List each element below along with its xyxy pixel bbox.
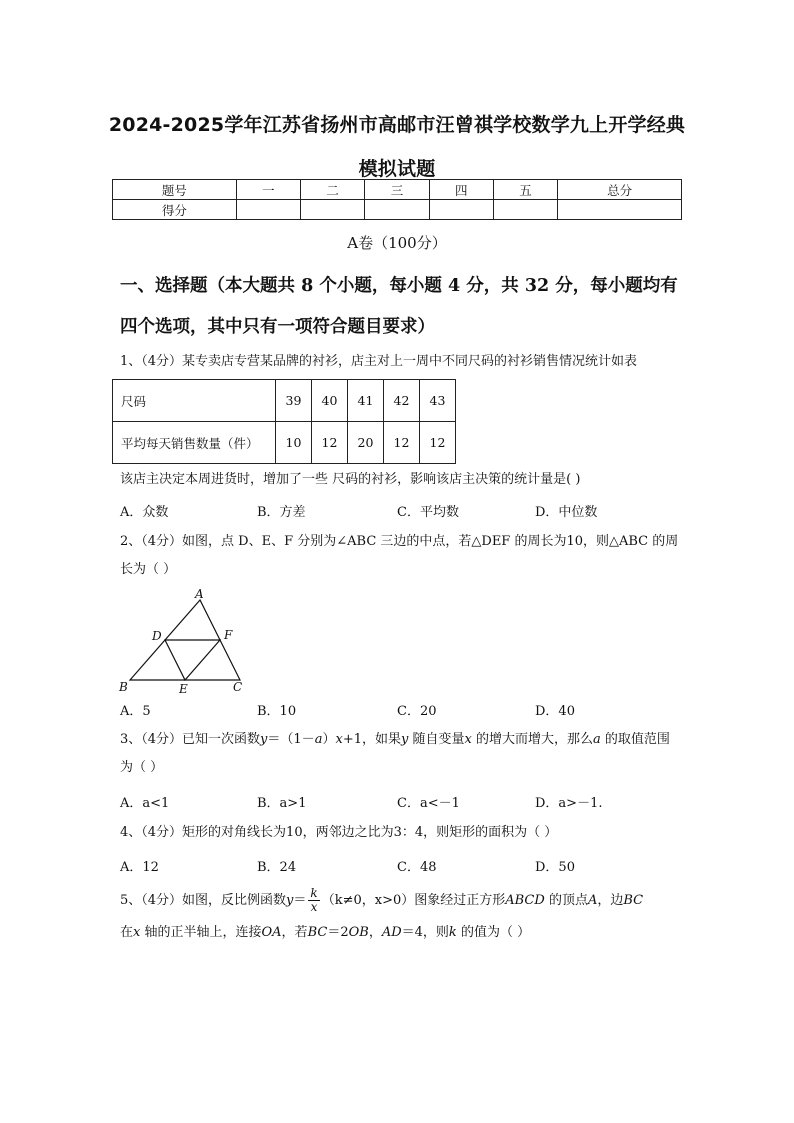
q1-size-label: 尺码 <box>113 380 276 422</box>
q5-bc: BC <box>623 893 644 908</box>
label-f: F <box>224 628 233 642</box>
q3-suffix: 的取值范围为（ ） <box>120 732 670 775</box>
q4-option-a[interactable]: A．12 <box>120 860 159 875</box>
score-cell[interactable] <box>429 200 493 220</box>
q1-size-table <box>112 379 456 464</box>
q3-var-a: a <box>314 732 323 747</box>
score-cell[interactable] <box>301 200 365 220</box>
section-a-heading: A卷（100分） <box>347 234 447 252</box>
q1-stem-2: 该店主决定本周进货时，增加了一些 尺码的衬衫，影响该店主决策的统计量是( ) <box>120 472 581 487</box>
part-one-heading: 一、选择题（本大题共 8 个小题，每小题 4 分，共 32 分，每小题均有四个选项，其中只有一项符合题目要求） <box>120 276 678 337</box>
q1-option-c[interactable]: C．平均数 <box>397 505 459 520</box>
q2-option-b[interactable]: B．10 <box>257 704 297 719</box>
q5-eq: ＝ <box>293 893 307 908</box>
q1-size-row <box>113 380 456 422</box>
label-d: D <box>152 629 162 643</box>
q4-option-c[interactable]: C．48 <box>397 860 437 875</box>
q3-option-c[interactable]: C．a<－1 <box>397 796 460 811</box>
q5-bc2: BC <box>307 925 328 940</box>
score-table-row <box>113 200 682 220</box>
page-title: 2024-2025学年江苏省扬州市高邮市汪曾祺学校数学九上开学经典模拟试题 <box>108 114 686 180</box>
q5-ad: AD <box>381 925 402 940</box>
q4-option-d[interactable]: D．50 <box>535 860 575 875</box>
q3-eq2: ） <box>322 732 336 747</box>
q1-sales-cell: 10 <box>276 422 312 464</box>
q5-line2e: ， <box>368 925 382 940</box>
q5-oa: OA <box>261 925 282 940</box>
q2-option-a[interactable]: A．5 <box>120 704 151 719</box>
q1-options <box>120 501 680 521</box>
q5-var-y: y <box>286 893 294 908</box>
q1-size-cell: 42 <box>384 380 420 422</box>
q5-stem <box>120 885 680 949</box>
q4-stem: 4、（4分）矩形的对角线长为10，两邻边之比为3：4，则矩形的面积为（ ） <box>120 825 558 840</box>
score-table-header-row <box>113 180 682 200</box>
q5-var-x: x <box>133 925 141 940</box>
q3-options <box>120 792 680 812</box>
q1-size-cell: 39 <box>276 380 312 422</box>
q5-mid2: ，边 <box>597 893 624 908</box>
q3-option-a[interactable]: A．a<1 <box>120 796 170 811</box>
score-header-cell: 总分 <box>558 180 682 200</box>
q4-option-b[interactable]: B．24 <box>257 860 297 875</box>
score-cell[interactable] <box>558 200 682 220</box>
score-cell[interactable] <box>236 200 300 220</box>
q5-line2f: ＝4，则 <box>401 925 449 940</box>
q5-prefix: 5、（4分）如图，反比例函数 <box>120 893 287 908</box>
q3-mid: 随自变量 <box>408 732 465 747</box>
label-a: A <box>195 587 204 601</box>
score-header-cell: 一 <box>236 180 300 200</box>
q5-vertex-a: A <box>587 893 598 908</box>
q2-stem: 2、（4分）如图，点 D、E、F 分别为∠ABC 三边的中点，若△DEF 的周长为10，则△ABC 的周长为（ ） <box>120 534 679 577</box>
q5-var-k: k <box>448 925 457 940</box>
q1-size-cell: 40 <box>312 380 348 422</box>
score-cell[interactable] <box>365 200 429 220</box>
q5-frac-den: x <box>310 900 318 914</box>
q3-var-y: y <box>260 732 268 747</box>
q1-sales-cell: 12 <box>384 422 420 464</box>
triangle-def <box>165 640 220 680</box>
q5-line2d: ＝2 <box>327 925 349 940</box>
q3-stem <box>120 726 680 782</box>
q5-line2c: ，若 <box>281 925 308 940</box>
score-cell[interactable] <box>493 200 557 220</box>
q1-sales-row <box>113 422 456 464</box>
q1-sales-cell: 12 <box>420 422 456 464</box>
q2-options <box>120 700 680 720</box>
q5-ob: OB <box>348 925 369 940</box>
q5-abcd: ABCD <box>505 893 545 908</box>
score-table <box>112 179 682 220</box>
q1-stem: 1、（4分）某专卖店专营某品牌的衬衫，店主对上一周中不同尺码的衬衫销售情况统计如表 <box>120 354 638 369</box>
label-c: C <box>233 680 243 694</box>
q3-mid2: 的增大而增大，那么 <box>471 732 593 747</box>
score-header-cell: 五 <box>493 180 557 200</box>
score-header-cell: 题号 <box>113 180 237 200</box>
label-e: E <box>179 682 188 695</box>
score-header-cell: 四 <box>429 180 493 200</box>
score-header-cell: 二 <box>301 180 365 200</box>
q3-eq3: +1，如果 <box>342 732 401 747</box>
q2-option-c[interactable]: C．20 <box>397 704 437 719</box>
q1-sales-label: 平均每天销售数量（件） <box>113 422 276 464</box>
q1-sales-cell: 12 <box>312 422 348 464</box>
q5-line2a: 在 <box>120 925 134 940</box>
q3-prefix: 3、（4分）已知一次函数 <box>120 732 261 747</box>
q1-option-b[interactable]: B．方差 <box>257 505 306 520</box>
q5-line2b: 轴的正半轴上，连接 <box>140 925 262 940</box>
q3-eq: ＝（1－ <box>267 732 315 747</box>
q5-line2g: 的值为（ ） <box>456 925 531 940</box>
q3-var-y2: y <box>400 732 409 747</box>
q5-fraction <box>308 887 319 914</box>
q2-option-d[interactable]: D．40 <box>535 704 575 719</box>
score-header-cell: 三 <box>365 180 429 200</box>
q1-sales-cell: 20 <box>348 422 384 464</box>
q3-var-x: x <box>335 732 343 747</box>
q5-mid: 的顶点 <box>544 893 588 908</box>
q3-option-d[interactable]: D．a>－1. <box>535 796 603 811</box>
score-row-label: 得分 <box>113 200 237 220</box>
q1-size-cell: 41 <box>348 380 384 422</box>
q3-var-x2: x <box>464 732 472 747</box>
q1-option-a[interactable]: A．众数 <box>120 505 169 520</box>
triangle-figure <box>115 585 255 695</box>
q5-frac-num: k <box>310 886 318 900</box>
q5-cond: （k≠0，x>0）图象经过正方形 <box>321 893 506 908</box>
q3-option-b[interactable]: B．a>1 <box>257 796 307 811</box>
q4-options <box>120 856 680 876</box>
q1-size-cell: 43 <box>420 380 456 422</box>
label-b: B <box>119 680 128 694</box>
q1-option-d[interactable]: D．中位数 <box>535 505 598 520</box>
q3-var-a2: a <box>592 732 601 747</box>
